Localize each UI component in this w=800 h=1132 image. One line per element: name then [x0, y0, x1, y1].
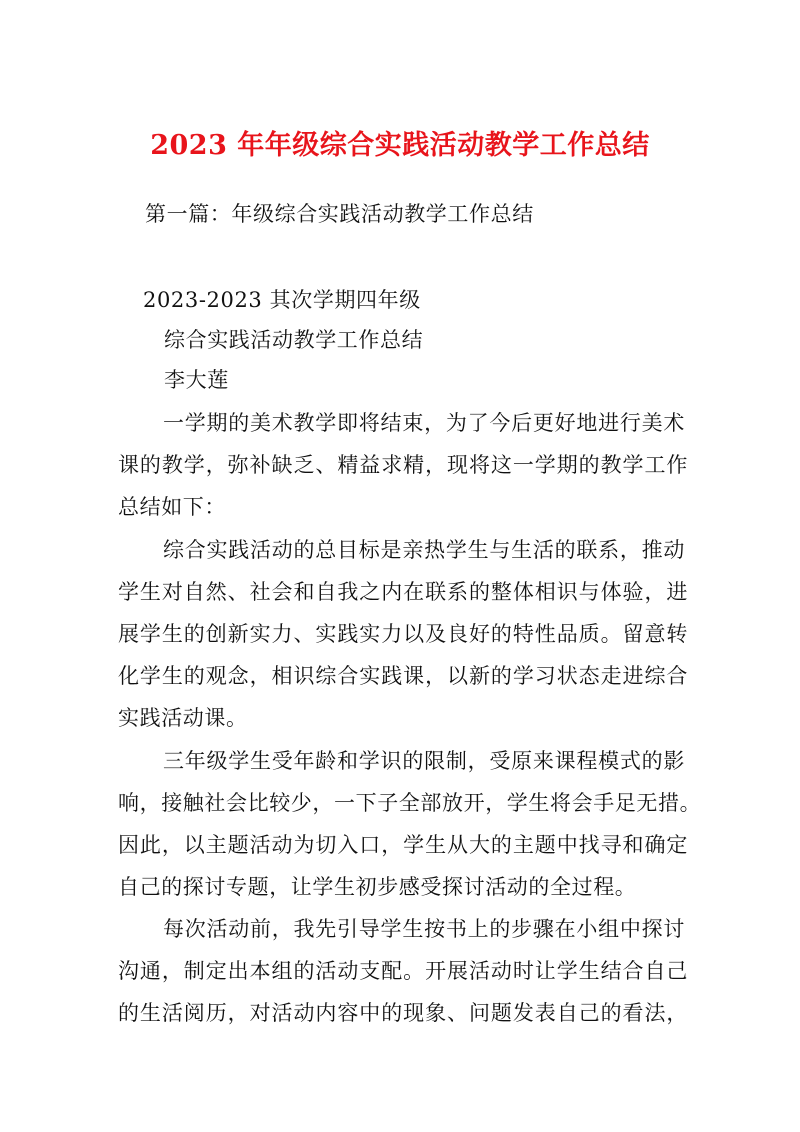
paragraph-line: 学生对自然、社会和自我之内在联系的整体相识与体验，进 [118, 580, 688, 604]
paragraph-line: 三年级学生受年龄和学识的限制，受原来课程模式的影 [163, 749, 685, 773]
section-heading: 第一篇：年级综合实践活动教学工作总结 [145, 202, 534, 226]
paragraph-line: 化学生的观念，相识综合实践课，以新的学习状态走进综合 [118, 664, 688, 688]
paragraph-line: 因此，以主题活动为切入口，学生从大的主题中找寻和确定 [118, 833, 688, 857]
paragraph-line: 一学期的美术教学即将结束，为了今后更好地进行美术 [163, 411, 685, 435]
paragraph-line: 总结如下： [118, 495, 226, 519]
document-title: 2023 年年级综合实践活动教学工作总结 [150, 130, 650, 161]
paragraph-line: 课的教学，弥补缺乏、精益求精，现将这一学期的教学工作 [118, 453, 688, 477]
paragraph-line: 自己的探讨专题，让学生初步感受探讨活动的全过程。 [118, 875, 637, 899]
paragraph-line: 的生活阅历，对活动内容中的现象、问题发表自己的看法， [118, 1001, 688, 1025]
paragraph-line: 沟通，制定出本组的活动支配。开展活动时让学生结合自己 [118, 959, 688, 983]
author-name: 李大莲 [164, 368, 229, 392]
paragraph-line: 每次活动前，我先引导学生按书上的步骤在小组中探讨 [163, 917, 685, 941]
subtitle-line: 综合实践活动教学工作总结 [164, 328, 424, 352]
paragraph-line: 实践活动课。 [118, 706, 248, 730]
paragraph-line: 综合实践活动的总目标是亲热学生与生活的联系，推动 [163, 538, 685, 562]
paragraph-line: 响，接触社会比较少，一下子全部放开，学生将会手足无措。 [118, 791, 702, 815]
term-line: 2023-2023 其次学期四年级 [143, 288, 421, 312]
paragraph-line: 展学生的创新实力、实践实力以及良好的特性品质。留意转 [118, 622, 688, 646]
